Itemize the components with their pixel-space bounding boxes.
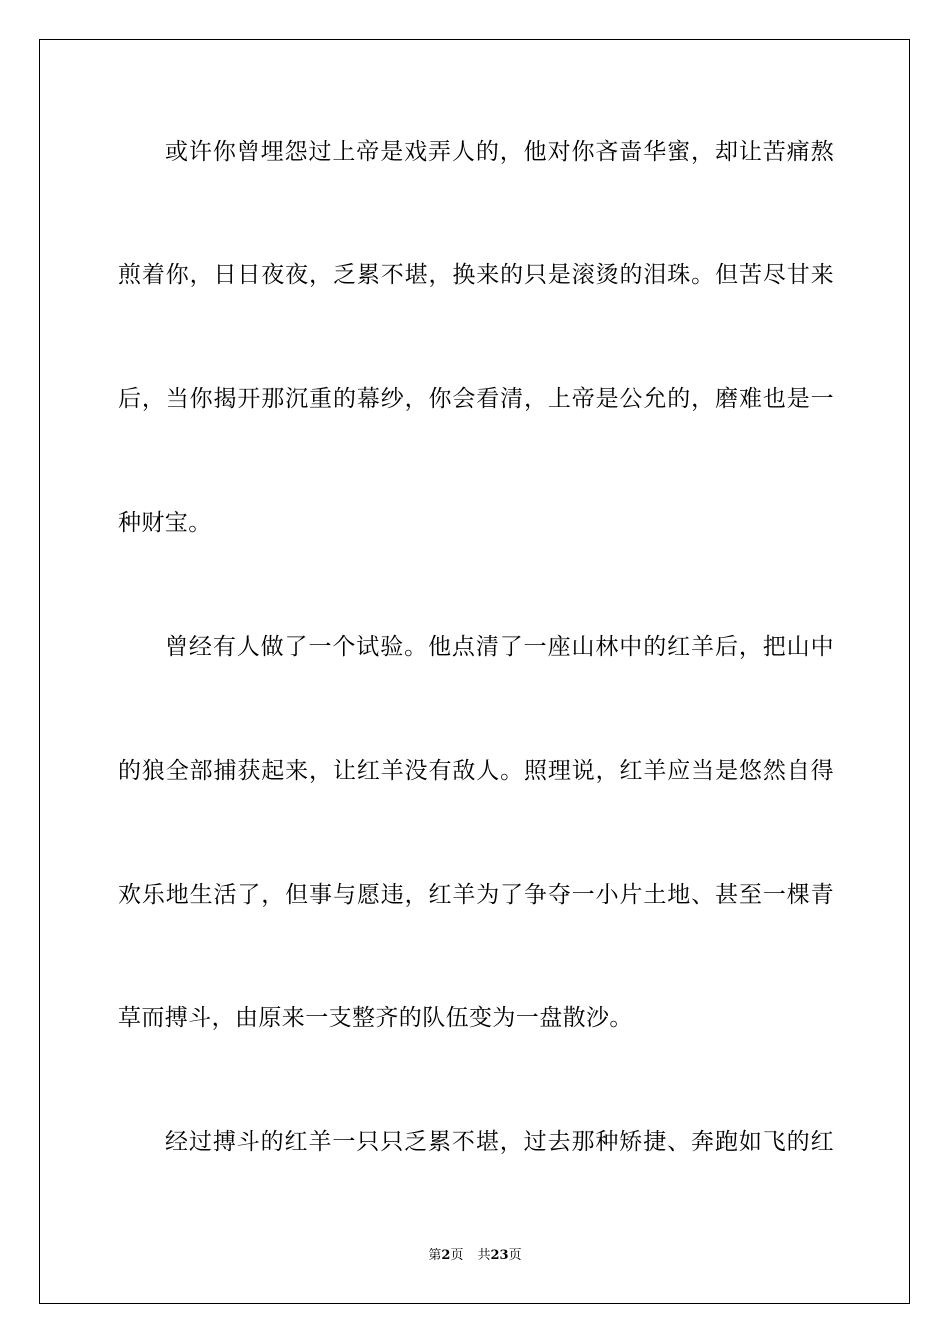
page-number: 2 — [441, 1248, 451, 1263]
paragraph-2-line-4: 草而搏斗，由原来一支整齐的队伍变为一盘散沙。 — [118, 1005, 633, 1031]
paragraph-1-line-3: 后，当你揭开那沉重的幕纱，你会看清，上帝是公允的，磨难也是一 — [118, 386, 834, 412]
page-suffix: 页 — [450, 1248, 464, 1263]
paragraph-1-line-2: 煎着你，日日夜夜，乏累不堪，换来的只是滚烫的泪珠。但苦尽甘来 — [118, 262, 834, 288]
paragraph-2-line-3: 欢乐地生活了，但事与愿违，红羊为了争夺一小片土地、甚至一棵青 — [118, 882, 834, 908]
paragraph-3-line-1: 经过搏斗的红羊一只只乏累不堪，过去那种矫捷、奔跑如飞的红 — [165, 1129, 834, 1155]
total-suffix: 页 — [508, 1248, 522, 1263]
total-prefix: 共 — [477, 1248, 491, 1263]
page-prefix: 第 — [428, 1248, 442, 1263]
paragraph-2-line-1: 曾经有人做了一个试验。他点清了一座山林中的红羊后，把山中 — [165, 634, 834, 660]
page-footer — [0, 1247, 950, 1265]
paragraph-2-line-2: 的狼全部捕获起来，让红羊没有敌人。照理说，红羊应当是悠然自得 — [118, 758, 834, 784]
paragraph-1-line-1: 或许你曾埋怨过上帝是戏弄人的，他对你吝啬华蜜，却让苦痛熬 — [165, 139, 834, 165]
page-border — [39, 39, 910, 1304]
total-pages: 23 — [490, 1248, 509, 1263]
paragraph-1-line-4: 种财宝。 — [118, 510, 212, 536]
